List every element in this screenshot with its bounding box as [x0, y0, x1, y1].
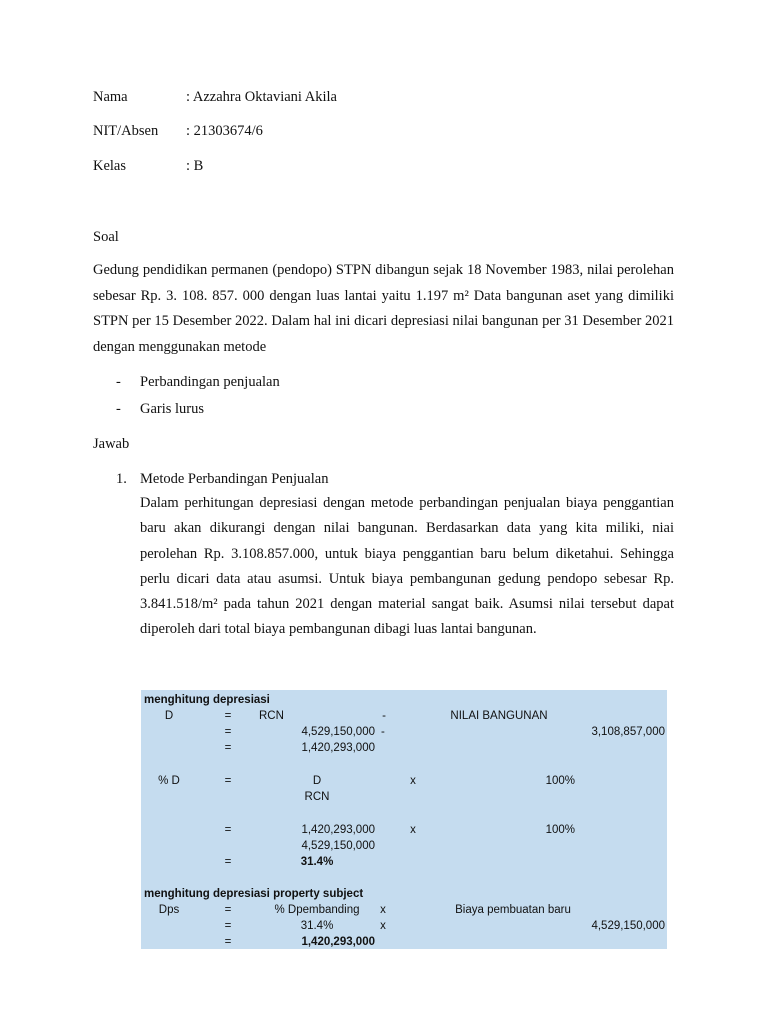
class-value: : B: [186, 158, 204, 174]
name-value: : Azzahra Oktaviani Akila: [186, 89, 337, 105]
pct-d-label: % D: [158, 775, 180, 787]
fraction2-numerator: 1,420,293,000: [301, 824, 375, 836]
eq-5: =: [224, 824, 232, 836]
eq-3: =: [224, 742, 232, 754]
class-label: Kelas: [93, 158, 127, 174]
fraction-numerator: D: [312, 775, 322, 787]
times-3: x: [380, 904, 386, 916]
hundred-2: 100%: [545, 824, 575, 836]
rcn-value: 4,529,150,000: [301, 726, 375, 738]
question-text: Gedung pendidikan permanen (pendopo) STPN dibangun sejak 18 November 1983, nilai perolehan sebesar Rp. 3. 108. 857. 000 dengan luas lantai yaitu 1.197 m² Data bangunan aset yang dimiliki STPN per 15 Desember 2022. Dalam hal ini dicari depresiasi nilai bangunan per 31 Desember 2021 dengan menggunakan metode: [93, 262, 674, 355]
times-1: x: [410, 775, 416, 787]
fraction2-denominator: 4,529,150,000: [301, 840, 375, 852]
d-value: 1,420,293,000: [301, 742, 375, 754]
section1-title: menghitung depresiasi: [144, 694, 270, 706]
times-2: x: [410, 824, 416, 836]
answer-item-text: Dalam perhitungan depresiasi dengan metode perbandingan penjualan biaya penggantian baru akan dikurangi dengan nilai bangunan. Berdasarkan data yang kita miliki, niai perolehan Rp. 3.108.857.000, untuk biaya penggantian baru belum diketahui. Sehingga perlu dicari data atau asumsi. Untuk biaya pembangunan gedung pendopo sebesar Rp. 3.841.518/m² pada tahun 2021 dengan material sangat baik. Asumsi nilai tersebut dapat diperoleh dari total biaya pembangunan dibagi luas lantai bangunan.: [140, 495, 674, 638]
nit-value: : 21303674/6: [186, 123, 263, 139]
method-item-2: Garis lurus: [140, 401, 205, 417]
minus-2: -: [381, 726, 385, 738]
method-item-1: Perbandingan penjualan: [140, 374, 280, 390]
name-label: Nama: [93, 89, 128, 105]
dps-label: Dps: [158, 904, 180, 916]
eq-9: =: [224, 936, 232, 948]
depreciation-spreadsheet: [141, 690, 667, 949]
question-heading: Soal: [93, 229, 119, 245]
d-label: D: [164, 710, 174, 722]
pct-result: 31.4%: [300, 856, 334, 868]
eq-2: =: [224, 726, 232, 738]
dps-result: 1,420,293,000: [301, 936, 375, 948]
dps-pct: 31.4%: [300, 920, 334, 932]
minus-1: -: [382, 710, 386, 722]
answer-heading: Jawab: [93, 436, 130, 452]
eq-1: =: [224, 710, 232, 722]
pct-dpembanding-label: % Dpembanding: [274, 904, 360, 916]
eq-8: =: [224, 920, 232, 932]
eq-6: =: [224, 856, 232, 868]
eq-4: =: [224, 775, 232, 787]
fraction-denominator: RCN: [304, 791, 330, 803]
method-bullet-1: -: [116, 374, 121, 390]
nit-label: NIT/Absen: [93, 123, 159, 139]
answer-item-number: 1.: [116, 471, 127, 487]
hundred-1: 100%: [545, 775, 575, 787]
method-bullet-2: -: [116, 401, 121, 417]
eq-7: =: [224, 904, 232, 916]
rcn-label: RCN: [259, 710, 284, 722]
biaya-value: 4,529,150,000: [591, 920, 665, 932]
section2-title: menghitung depresiasi property subject: [144, 888, 364, 900]
nilai-bangunan-label: NILAI BANGUNAN: [450, 710, 548, 722]
biaya-label: Biaya pembuatan baru: [455, 904, 571, 916]
times-4: x: [380, 920, 386, 932]
answer-item-title: Metode Perbandingan Penjualan: [140, 471, 329, 487]
bangunan-value: 3,108,857,000: [591, 726, 665, 738]
